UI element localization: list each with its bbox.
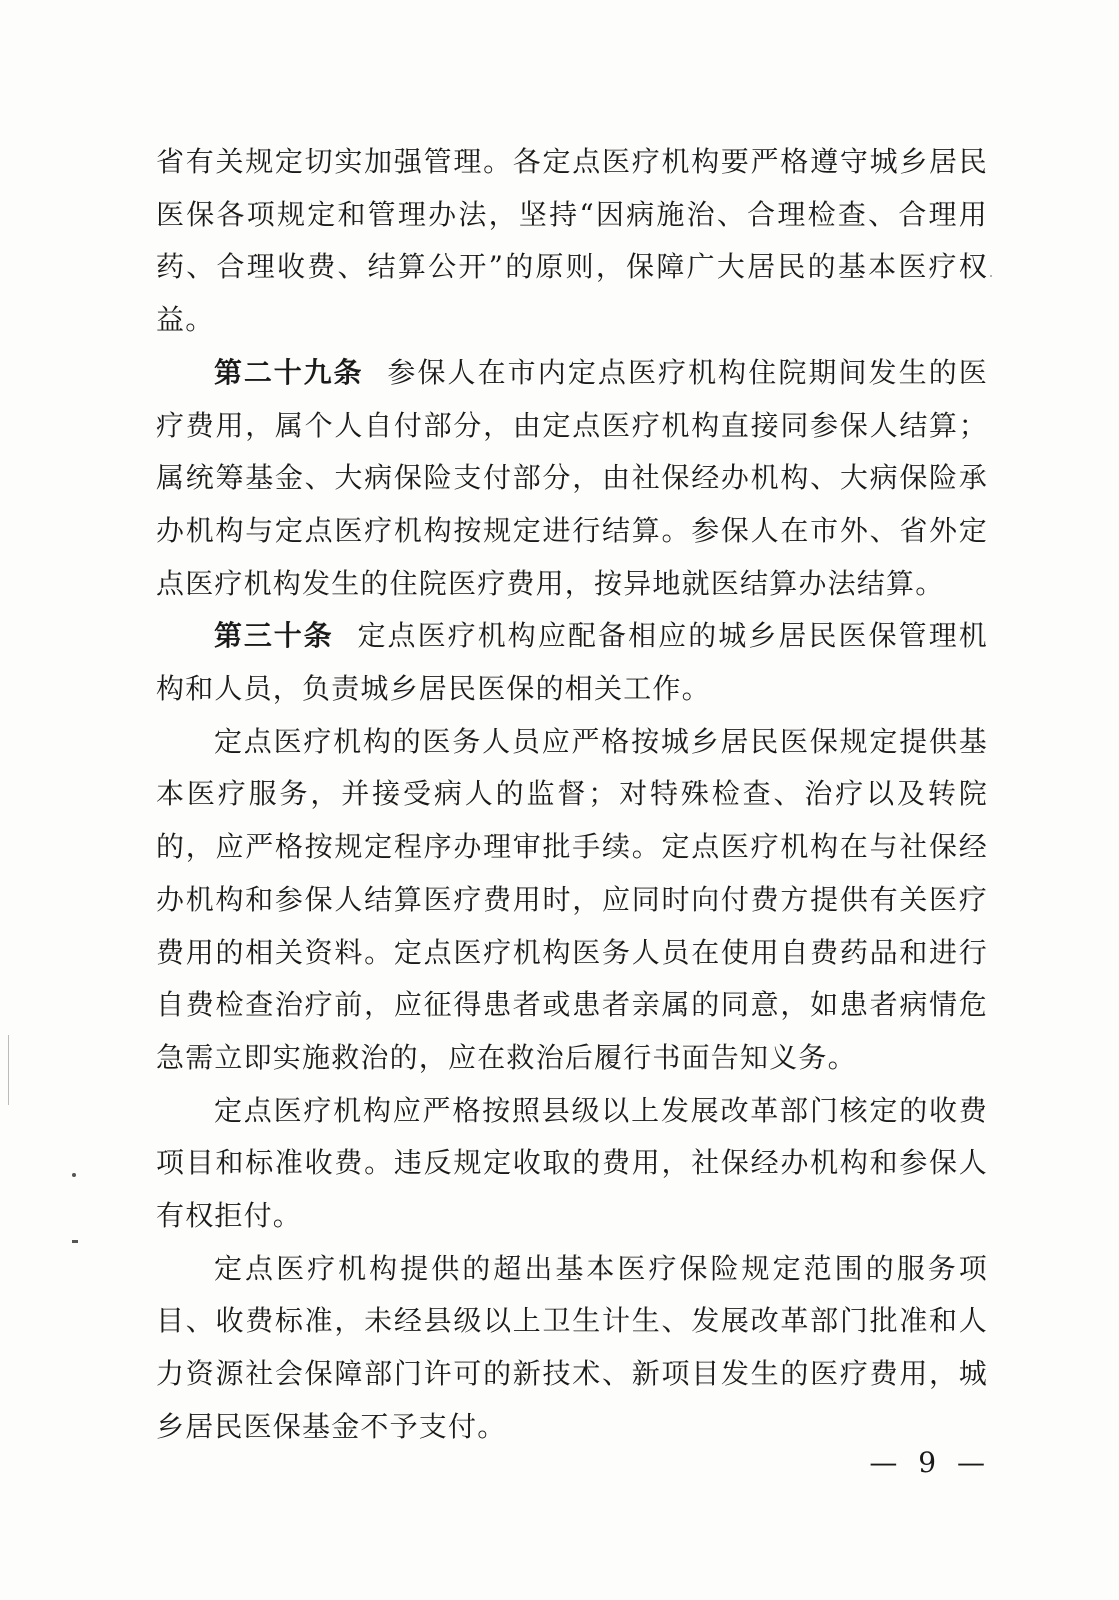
scan-edge-line (8, 1035, 9, 1105)
paragraph-text: 参保人在市内定点医疗机构住院期间发生的医疗费用，属个人自付部分，由定点医疗机构直接同参保人结算；属统筹基金、大病保险支付部分，由社保经办机构、大病保险承办机构与定点医疗机构按规定进行结算。参保人在市外、省外定点医疗机构发生的住院医疗费用，按异地就医结算办法结算。 (156, 355, 988, 600)
body-text (156, 136, 988, 1454)
article-number: 第三十条 (214, 619, 334, 653)
paragraph-text: 定点医疗机构应严格按照县级以上发展改革部门核定的收费项目和标准收费。违反规定收取的费用，社保经办机构和参保人有权拒付。 (156, 1093, 988, 1233)
paragraph-medical-staff (156, 716, 988, 1085)
scan-speck (72, 1240, 78, 1243)
paragraph-text: 省有关规定切实加强管理。各定点医疗机构要严格遵守城乡居民医保各项规定和管理办法，坚持“因病施治、合理检查、合理用药、合理收费、结算公开”的原则，保障广大居民的基本医疗权益。 (156, 145, 988, 337)
paragraph-text: 定点医疗机构的医务人员应严格按城乡居民医保规定提供基本医疗服务，并接受病人的监督；对特殊检查、治疗以及转院的，应严格按规定程序办理审批手续。定点医疗机构在与社保经办机构和参保人结算医疗费用时，应同时向付费方提供有关医疗费用的相关资料。定点医疗机构医务人员在使用自费药品和进行自费检查治疗前，应征得患者或患者亲属的同意，如患者病情危急需立即实施救治的，应在救治后履行书面告知义务。 (156, 724, 988, 1074)
paragraph-fees (156, 1085, 988, 1243)
article-number: 第二十九条 (214, 355, 364, 389)
paragraph-text: 定点医疗机构提供的超出基本医疗保险规定范围的服务项目、收费标准，未经县级以上卫生计生、发展改革部门批准和人力资源社会保障部门许可的新技术、新项目发生的医疗费用，城乡居民医保基金不予支付。 (156, 1251, 988, 1443)
article-30-paragraph (156, 610, 988, 715)
paragraph-text: 定点医疗机构应配备相应的城乡居民医保管理机构和人员，负责城乡居民医保的相关工作。 (156, 619, 988, 706)
scan-speck (72, 1173, 76, 1177)
paragraph-beyond-scope (156, 1243, 988, 1454)
paragraph-continuation (156, 136, 988, 347)
scan-speck (990, 275, 992, 277)
article-29-paragraph (156, 347, 988, 611)
page-number: — 9 — (869, 1446, 991, 1479)
